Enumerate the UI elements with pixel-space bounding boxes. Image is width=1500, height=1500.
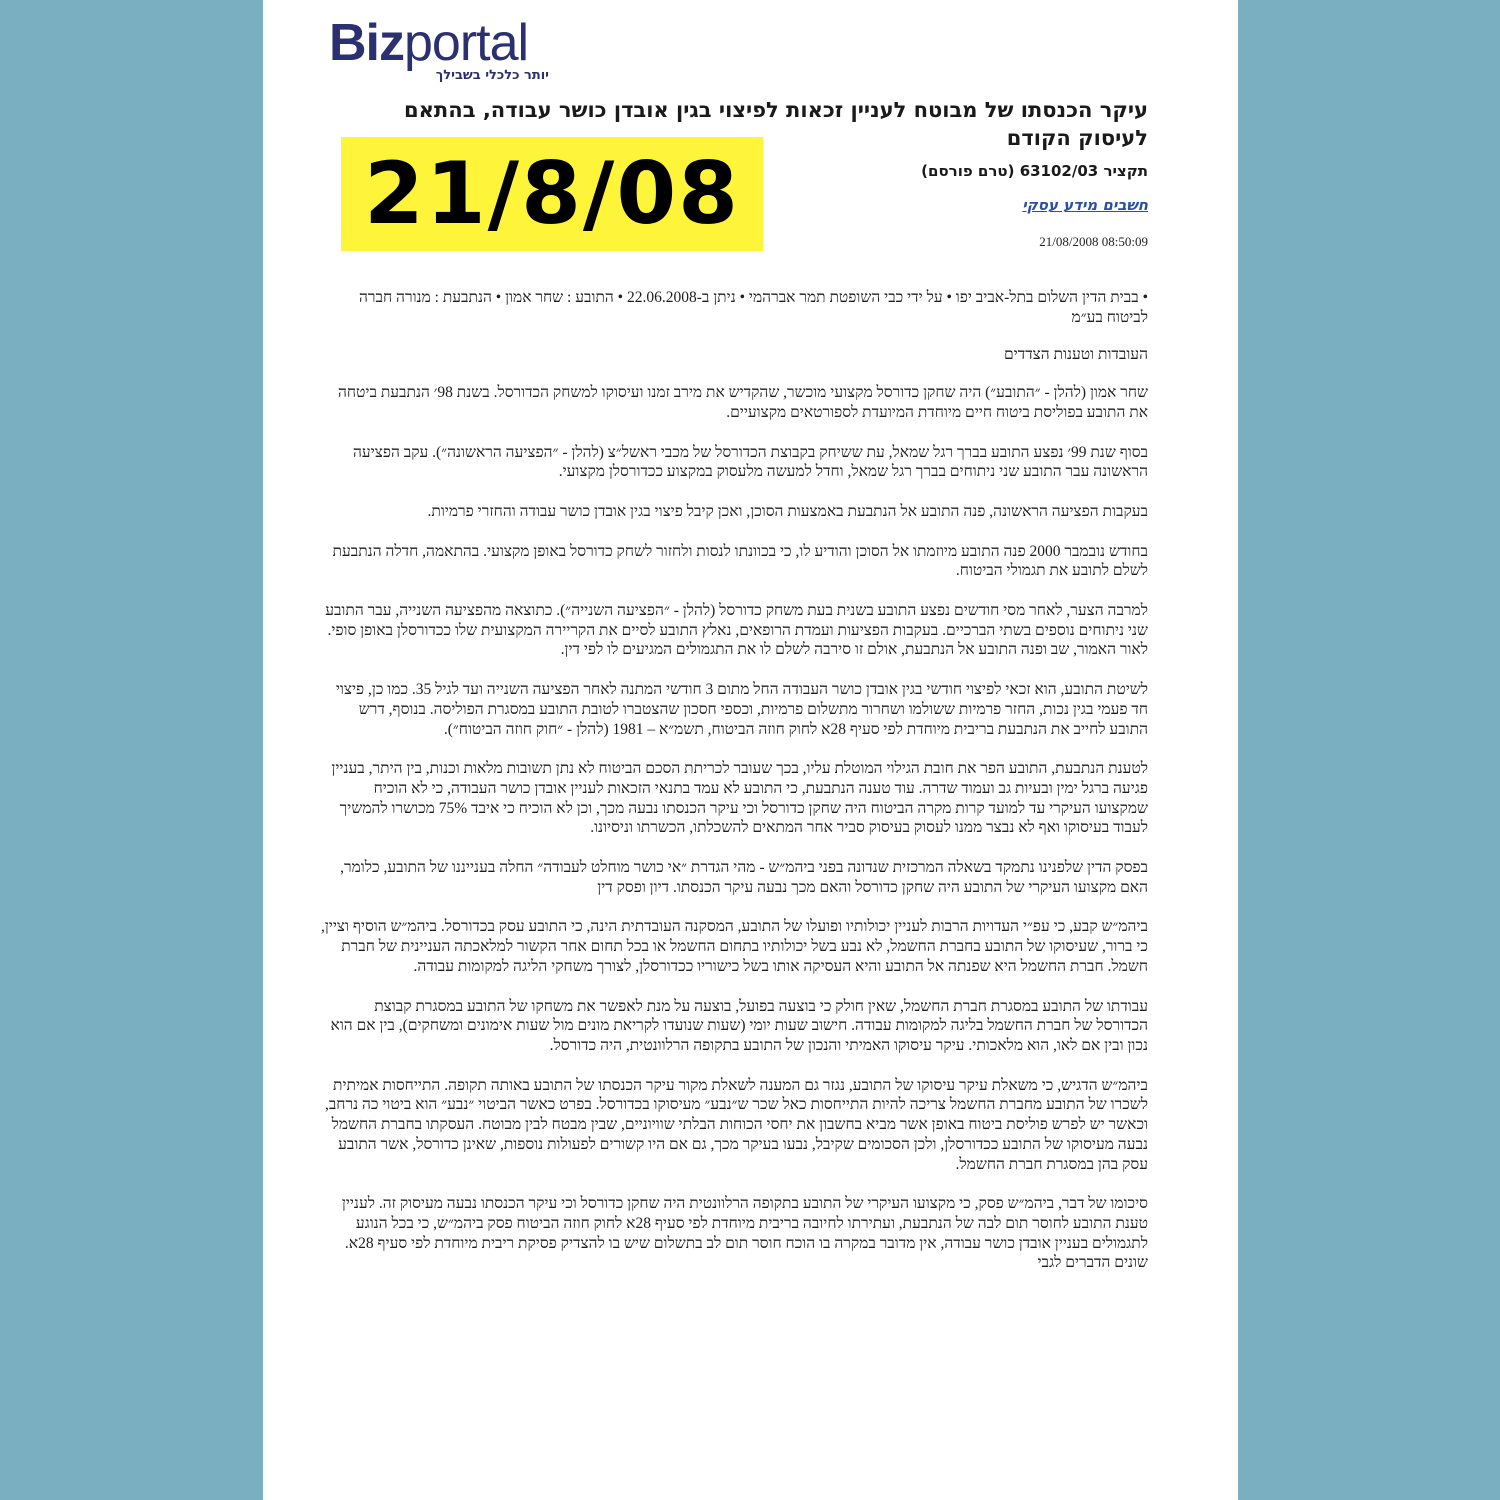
case-meta: • בבית הדין השלום בתל-אביב יפו • על ידי כבי השופטת תמר אברהמי • ניתן ב-22.06.2008 • התובע : שחר אמון • הנתבעת : מנורה חברה לביטוח בע״מ <box>359 289 1148 326</box>
paragraph: בחודש נובמבר 2000 פנה התובע מיוזמתו אל הסוכן והודיע לו, כי בכוונתו לנסות ולחזור לשחק כדורסל באופן מקצועי. בהתאמה, חדלה הנתבעת לשלם לתובע את תגמולי הביטוח. <box>332 542 1148 580</box>
publish-timestamp: 21/08/2008 08:50:09 <box>1039 234 1148 249</box>
paragraph: שחר אמון (להלן - ״התובע״) היה שחקן כדורסל מקצועי מוכשר, שהקדיש את מירב זמנו ועיסוקו למשחק הכדורסל. בשנת 98׳ הנתבעת ביטחה את התובע בפוליסת ביטוח חיים מיוחדת המיועדת לספורטאים מקצועיים. <box>337 384 1148 421</box>
paragraph: בפסק הדין שלפנינו נתמקד בשאלה המרכזית שנדונה בפני ביהמ״ש - מהי הגדרת ״אי כושר מוחלט לעבודה״ החלה בענייננו של התובע, כלומר, האם מקצועו העיקרי של התובע היה שחקן כדורסל והאם מכך נבעה עיקר הכנסתו. דיון ופסק דין <box>340 859 1148 896</box>
category-link[interactable]: חשבים מידע עסקי <box>1022 196 1148 214</box>
document-page <box>263 0 1238 1500</box>
paragraph: ביהמ״ש קבע, כי עפ״י העדויות הרבות לעניין יכולותיו ופועלו של התובע, המסקנה העובדתית הינה, כי התובע עסק בכדורסל. ביהמ״ש הוסיף וציין, כי ברור, שעיסוקו של התובע בחברת החשמל, לא נבע בשל יכולותיו בתחום החשמל או בכל תחום אחר הקשור למלאכתה העניינית של חברת חשמל. חברת החשמל היא שפנתה אל התובע והיא העסיקה אותו בשל כישוריו ככדורסלן, לצורך משחקי הליגה למקומות עבודה. <box>320 918 1148 975</box>
logo-portal: portal <box>404 14 529 72</box>
paragraph: ביהמ״ש הדגיש, כי משאלת עיקר עיסוקו של התובע, נגזר גם המענה לשאלת מקור עיקר הכנסתו של התובע באותה תקופה. התייחסות אמיתית לשכרו של התובע מחברת החשמל צריכה להיות התייחסות כאל שכר ש״נבע״ מעיסוקו בכדורסל. בפרט כאשר הביטוי ״נבע״ הוא ביטוי כה נרחב, וכאשר יש לפרש פוליסת ביטוח באופן אשר מביא בחשבון את יחסי הכוחות הבלתי שוויוניים, שבין מבטח לבין מבוטח. העסקתו בחברת החשמל נבעה מעיסוקו של התובע ככדורסלן, ולכן הסכומים שקיבל, נבעו בעיקר מכך, גם אם היו קשורים לפעולות נוספות, שאינן כדורסל, אשר התובע עסק בהן במסגרת חברת החשמל. <box>324 1076 1148 1173</box>
article-body <box>320 288 1148 1293</box>
logo-wordmark <box>329 12 528 74</box>
date-highlight <box>341 137 763 251</box>
paragraph: עבודתו של התובע במסגרת חברת החשמל, שאין חולק כי בוצעה בפועל, בוצעה על מנת לאפשר את משחקו של התובע במסגרת קבוצת הכדורסל של חברת החשמל בליגה למקומות עבודה. חישוב שעות יומי (שעות שנועדו לקריאת מונים מול שעות אימונים ומשחקים), בין אם הוא נכון ובין אם לאו, הוא מלאכותי. עיקר עיסוקו האמיתי והנכון של התובע בתקופה הרלוונטית, היה כדורסל. <box>330 997 1148 1054</box>
paragraph: לשיטת התובע, הוא זכאי לפיצוי חודשי בגין אובדן כושר העבודה החל מתום 3 חודשי המתנה לאחר הפציעה השנייה ועד לגיל 35. כמו כן, פיצוי חד פעמי בגין נכות, החזר פרמיות ששולמו ושחרור מתשלום פרמיות, וכספי חסכון שהצטברו לטובת התובע במסגרת הפוליסה. בנוסף, דרש התובע לחייב את הנתבעת בריבית מיוחדת לפי סעיף 28א לחוק חוזה הביטוח, תשמ״א – 1981 (להלן - ״חוק חוזה הביטוח״). <box>335 681 1148 738</box>
logo-tagline: יותר כלכלי בשבילך <box>435 68 549 83</box>
logo-biz: Biz <box>329 14 404 72</box>
paragraph: לטענת הנתבעת, התובע הפר את חובת הגילוי המוטלת עליו, בכך שעובר לכריתת הסכם הביטוח לא נתן תשובות מלאות וכנות, בין היתר, בעניין פגיעה ברגל ימין ובעיות גב ועמוד שדרה. עוד טענה הנתבעת, כי התובע לא עמד בתנאי הזכאות לעניין אובדן כושר העבודה, כי לא הוכיח שמקצועו העיקרי עד למועד קרות מקרה הביטוח היה שחקן כדורסל וכי עיקר הכנסתו נבעה מכך, וכן לא הוכיח כי איבד 75% מכושרו להמשיך לעבוד בעיסוקו ואף לא נבצר ממנו לעסוק בעיסוק סביר אחר המתאים להשכלתו, הכשרתו וניסיונו. <box>331 760 1148 837</box>
date-stamp: 21/8/08 <box>363 144 740 244</box>
section-title: העובדות וטענות הצדדים <box>1004 346 1148 364</box>
case-number: תקציר 63102/03 (טרם פורסם) <box>921 162 1148 180</box>
paragraph: למרבה הצער, לאחר מסי חודשים נפצע התובע בשנית בעת משחק כדורסל (להלן - ״הפציעה השנייה״). כתוצאה מהפציעה השנייה, עבר התובע שני ניתוחים נוספים בשתי הברכיים. בעקבות הפציעות ועמדת הרופאים, נאלץ התובע לסיים את הקריירה המקצועית שלו ככדורסלן באופן סופי. לאור האמור, שב ופנה התובע אל הנתבעת, אולם זו סירבה לשלם לו את התגמולים המגיעים לו לפי דין. <box>325 602 1148 659</box>
paragraph: בסוף שנת 99׳ נפצע התובע בברך רגל שמאל, עת ששיחק בקבוצת הכדורסל של מכבי ראשל״צ (להלן - ״הפציעה הראשונה״). עקב הפציעה הראשונה עבר התובע שני ניתוחים בברך רגל שמאל, וחדל למעשה מלעסוק במקצוע ככדורסלן מקצועי. <box>352 443 1148 481</box>
article-title: עיקר הכנסתו של מבוטח לעניין זכאות לפיצוי בגין אובדן כושר עבודה, בהתאם לעיסוק הקודם <box>404 98 1148 150</box>
bizportal-logo <box>329 12 569 84</box>
paragraph: בעקבות הפציעה הראשונה, פנה התובע אל הנתבעת באמצעות הסוכן, ואכן קיבל פיצוי בגין אובדן כושר עבודה והחזרי פרמיות. <box>427 502 1148 520</box>
paragraph: סיכומו של דבר, ביהמ״ש פסק, כי מקצועו העיקרי של התובע בתקופה הרלוונטית היה שחקן כדורסל וכי עיקר הכנסתו נבעה מעיסוק זה. לעניין טענת התובע לחוסר תום לבה של הנתבעת, ועתירתו לחיובה בריבית מיוחדת לפי סעיף 28א לחוק חוזה הביטוח פסק ביהמ״ש, כי בכל הנוגע לתגמולים בעניין אובדן כושר עבודה, אין מדובר במקרה בו הוכח חוסר תום לב בתשלום שיש בו להצדיק פסיקת ריבית מיוחדת לפי סעיף 28א. שונים הדברים לגבי <box>341 1195 1148 1272</box>
